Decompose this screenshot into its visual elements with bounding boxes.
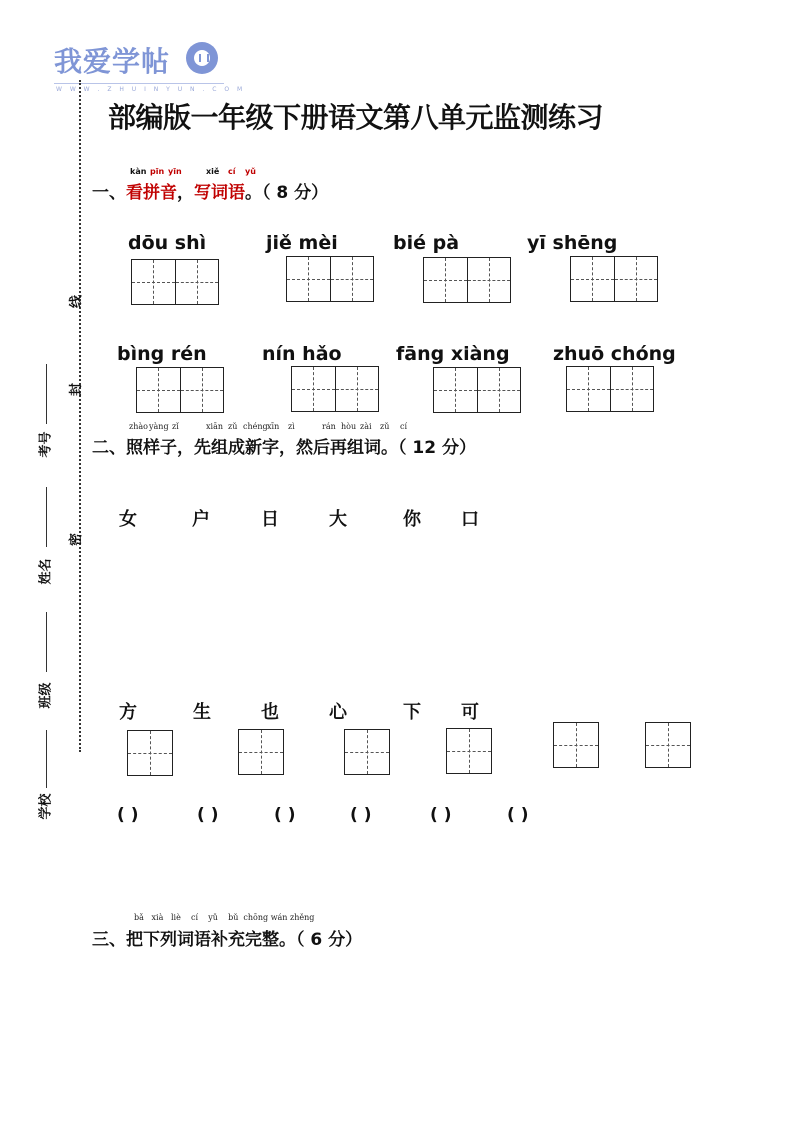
page-title: 部编版一年级下册语文第八单元监测练习 bbox=[108, 101, 604, 134]
ruby: xiān bbox=[206, 422, 223, 431]
answer-blank[interactable]: ( ) bbox=[274, 805, 296, 825]
ruby: zǐ bbox=[172, 422, 179, 431]
pinyin-word: nín hǎo bbox=[262, 343, 342, 365]
answer-blank[interactable]: ( ) bbox=[507, 805, 529, 825]
component-char: 女 bbox=[119, 509, 137, 530]
logo-icon bbox=[186, 42, 218, 74]
field-line-kaohao bbox=[46, 364, 47, 424]
section-1-number: 一、 bbox=[92, 183, 126, 203]
writing-grid[interactable] bbox=[286, 256, 374, 302]
answer-blank[interactable]: ( ) bbox=[350, 805, 372, 825]
section-1-heading bbox=[92, 178, 328, 203]
pinyin-word: yī shēng bbox=[527, 232, 618, 254]
ruby: rán bbox=[322, 422, 336, 431]
section-1-part-b: 写词语 bbox=[194, 183, 245, 203]
field-label-kaohao: 考号 bbox=[38, 431, 54, 458]
logo-url: W W W . Z H U I N Y U N . C O M bbox=[56, 86, 246, 93]
ruby: xīn bbox=[267, 422, 280, 431]
ruby-yin: yīn bbox=[168, 167, 182, 176]
ruby: zǔ bbox=[228, 422, 238, 431]
ruby-xie: xiě bbox=[206, 167, 220, 176]
writing-grid[interactable] bbox=[238, 729, 284, 775]
logo: 我爱学帖 bbox=[54, 45, 171, 78]
ruby: cí bbox=[400, 422, 408, 431]
pinyin-word: bìng rén bbox=[117, 343, 207, 365]
component-char: 方 bbox=[119, 702, 137, 723]
ruby: chéng bbox=[243, 422, 268, 431]
ruby-pin: pīn bbox=[150, 167, 165, 176]
writing-grid[interactable] bbox=[553, 722, 599, 768]
writing-grid[interactable] bbox=[127, 730, 173, 776]
ruby: zhào bbox=[129, 422, 148, 431]
ruby: zì bbox=[288, 422, 295, 431]
component-char: 心 bbox=[329, 702, 347, 723]
ruby-kan: kàn bbox=[130, 167, 147, 176]
answer-blank[interactable]: ( ) bbox=[430, 805, 452, 825]
writing-grid[interactable] bbox=[131, 259, 219, 305]
field-label-name: 姓名 bbox=[38, 558, 54, 585]
ruby: yàng bbox=[149, 422, 169, 431]
field-label-class: 班级 bbox=[38, 682, 54, 709]
component-char: 也 bbox=[261, 702, 279, 723]
seal-word-xian: 线 bbox=[69, 294, 85, 309]
section-2-heading: 二、照样子，先组成新字，然后再组词。（ 12 分） bbox=[92, 438, 476, 458]
ruby: zǔ bbox=[380, 422, 390, 431]
ruby: hòu bbox=[341, 422, 357, 431]
answer-blank[interactable]: ( ) bbox=[117, 805, 139, 825]
writing-grid[interactable] bbox=[423, 257, 511, 303]
writing-grid[interactable] bbox=[446, 728, 492, 774]
writing-grid[interactable] bbox=[645, 722, 691, 768]
seal-word-feng: 封 bbox=[69, 382, 85, 397]
answer-blank[interactable]: ( ) bbox=[197, 805, 219, 825]
field-label-school: 学校 bbox=[38, 793, 54, 820]
component-char: 生 bbox=[193, 702, 211, 723]
section-1-comma: ， bbox=[177, 183, 194, 203]
component-char: 下 bbox=[403, 702, 421, 723]
writing-grid[interactable] bbox=[566, 366, 654, 412]
pinyin-word: fāng xiàng bbox=[396, 343, 510, 365]
component-char: 可 bbox=[461, 702, 479, 723]
writing-grid[interactable] bbox=[291, 366, 379, 412]
ruby-yu: yǔ bbox=[245, 167, 256, 176]
component-char: 口 bbox=[461, 509, 479, 530]
field-line-class bbox=[46, 612, 47, 672]
section-3-heading: 三、把下列词语补充完整。（ 6 分） bbox=[92, 930, 363, 950]
field-line-name bbox=[46, 487, 47, 547]
ruby-ci: cí bbox=[228, 167, 236, 176]
writing-grid[interactable] bbox=[433, 367, 521, 413]
writing-grid[interactable] bbox=[136, 367, 224, 413]
writing-grid[interactable] bbox=[344, 729, 390, 775]
section-1-score: 。（ 8 分） bbox=[245, 183, 329, 203]
ruby: zài bbox=[360, 422, 372, 431]
component-char: 你 bbox=[403, 509, 421, 530]
component-char: 日 bbox=[261, 509, 279, 530]
writing-grid[interactable] bbox=[570, 256, 658, 302]
pinyin-word: dōu shì bbox=[128, 232, 207, 254]
section-1-part-a: 看拼音 bbox=[126, 183, 177, 203]
pinyin-word: bié pà bbox=[393, 232, 460, 254]
section-3-ruby: bǎ xià liè cí yǔ bǔ chōng wán zhěng bbox=[134, 913, 315, 922]
seal-word-mi: 密 bbox=[69, 532, 85, 547]
pinyin-word: jiě mèi bbox=[266, 232, 338, 254]
binding-line bbox=[79, 80, 81, 752]
field-line-school bbox=[46, 730, 47, 788]
pinyin-word: zhuō chóng bbox=[553, 343, 676, 365]
component-char: 大 bbox=[329, 509, 347, 530]
component-char: 户 bbox=[192, 509, 210, 530]
